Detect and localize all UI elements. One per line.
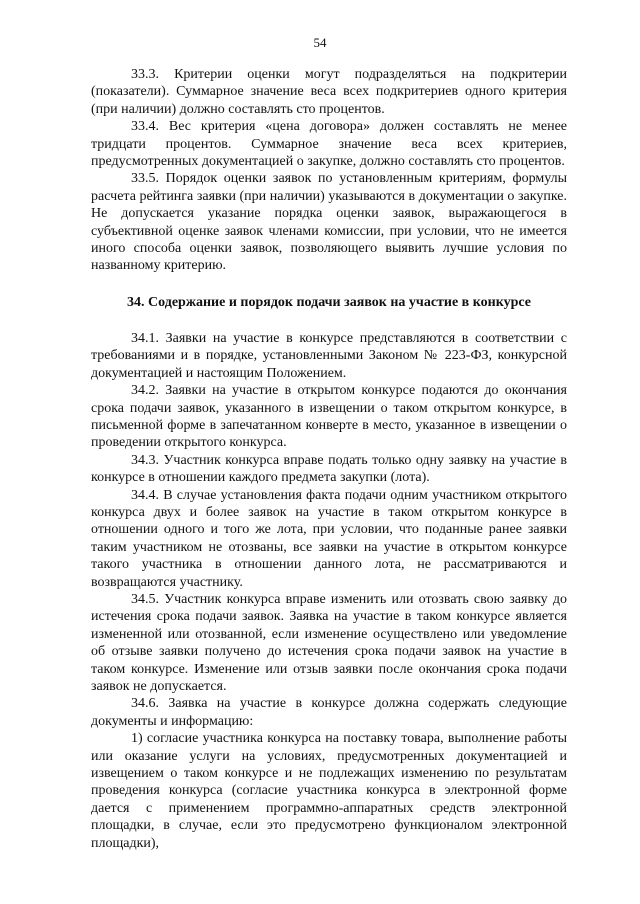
- paragraph-34-5: 34.5. Участник конкурса вправе изменить или отозвать свою заявку до истечения срока подачи заявок. Заявка на участие в таком конкурсе является измененной или отозванной, если изменение осуществлено или уведомление об отзыве заявки получено до истечения срока подачи заявок на участие в таком конкурсе. Изменение или отзыв заявки после окончания срока подачи заявок не допускается.: [91, 591, 567, 694]
- paragraph-33-4: 33.4. Вес критерия «цена договора» должен составлять не менее тридцати процентов. Суммарное значение веса всех критериев, предусмотренных документацией о закупке, должно составлять сто процентов.: [91, 119, 567, 170]
- paragraph-34-6: 34.6. Заявка на участие в конкурсе должна содержать следующие документы и информацию:: [91, 696, 567, 729]
- list-item-1: 1) согласие участника конкурса на поставку товара, выполнение работы или оказание услуги на условиях, предусмотренных документацией и извещением о таком конкурсе и не подлежащих изменению по результатам проведения конкурса (согласие участника конкурса в электронной форме дается с применением программно-аппаратных средств электронной площадки, в случае, если это предусмотрено функционалом электронной площадки),: [91, 731, 567, 851]
- document-body: [91, 66, 567, 852]
- paragraph-33-3: 33.3. Критерии оценки могут подразделяться на подкритерии (показатели). Суммарное значение веса всех подкритериев одного критерия (при наличии) должно составлять сто процентов.: [91, 67, 567, 117]
- paragraph-33-5: 33.5. Порядок оценки заявок по установленным критериям, формулы расчета рейтинга заявки (при наличии) указываются в документации о закупке. Не допускается указание порядка оценки заявок, выражающегося в субъективной оценке заявок членами комиссии, при условии, что не имеется иного способа оценки заявок, позволяющего выявить лучшие условия по названному критерию.: [91, 171, 567, 274]
- paragraph-34-1: 34.1. Заявки на участие в конкурсе представляются в соответствии с требованиями и в порядке, установленными Законом № 223-ФЗ, конкурсной документацией и настоящим Положением.: [91, 330, 567, 381]
- paragraph-34-2: 34.2. Заявки на участие в открытом конкурсе подаются до окончания срока подачи заявок, указанного в извещении о таком открытом конкурсе, в письменной форме в запечатанном конверте в место, указанное в извещении о проведении открытого конкурса.: [91, 383, 567, 451]
- paragraph-34-3: 34.3. Участник конкурса вправе подать только одну заявку на участие в конкурсе в отношении каждого предмета закупки (лота).: [91, 452, 567, 486]
- paragraph-34-4: 34.4. В случае установления факта подачи одним участником открытого конкурса двух и более заявок на участие в таком открытом конкурсе в отношении одного и того же лота, при условии, что поданные ранее заявки таким участником не отозваны, все заявки на участие в открытом конкурсе такого участника в отношении данного лота, не рассматриваются и возвращаются участнику.: [91, 487, 567, 590]
- section-heading-34: 34. Содержание и порядок подачи заявок на участие в конкурсе: [127, 294, 531, 310]
- page-number: 54: [313, 35, 327, 50]
